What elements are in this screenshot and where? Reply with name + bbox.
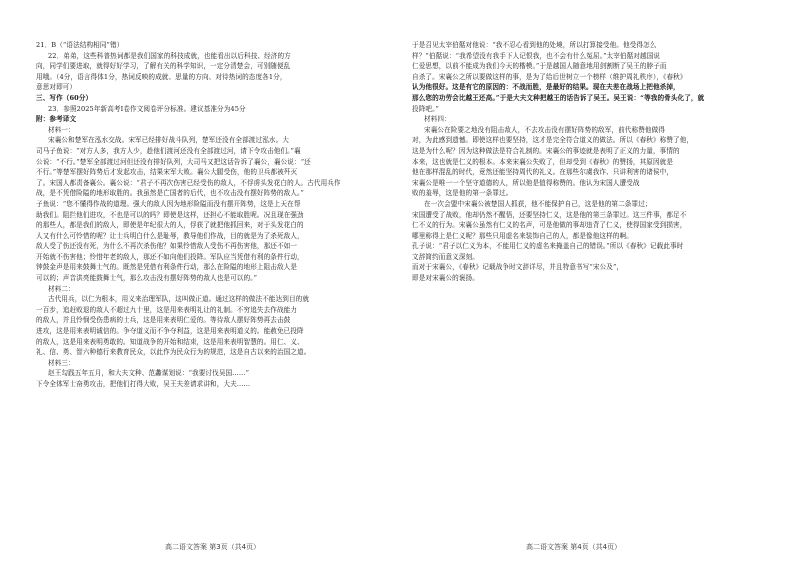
- text-line: 用哦。（4分，语言得体1分，热词反映的成就、思量的方向、对待热词的态度各1分，: [36, 72, 287, 81]
- text-line: 的敌人，并且怜悯受伤患病的士兵，这是用来表明仁爱的。等待敌人摆好阵势再去击鼓: [36, 316, 291, 325]
- text-line: 于是召见太宰伯嚭对他说：“我不忍心看到他的处境，所以打算接受他。他受得怎么: [412, 41, 657, 49]
- text-line: 文辞简约而意义深刻。: [412, 252, 479, 261]
- text-line: 投降吧。”: [412, 104, 439, 113]
- text-line: 礼、信、勇、智六种德行来教育民众，以此作为民众行为的规范，这是自古以来的治国之道。: [36, 348, 311, 357]
- text-line: 而对于宋襄公，《春秋》记载战争时文辞详尽，并且特意书写“宋公及”，: [412, 263, 624, 272]
- text-line: 仁爱思想，以前不能成为我们今天的楷模。”于是越国人随意地用剑割断了吴王的脖子而: [412, 62, 667, 71]
- text-line: 孔子说：“君子以仁义为本，不能用仁义的虚名来掩盖自己的错误。”所以《春秋》记载此事时: [412, 242, 684, 251]
- text-line: 本来，这也就是仁义的根本。本来宋襄公失败了，但却受到《春秋》的赞扬，其原因就是: [412, 157, 674, 166]
- text-line: 人又有什么可怜惜的呢？让士兵明白什么是耻辱，教导他们作战，目的就是为了杀死敌人，: [36, 231, 304, 240]
- text-line: 认为他很好。这是有它的原因的：不战而胜，是最好的结果。现在夫差在战场上把他杀掉，: [412, 83, 680, 92]
- text-line: 材料四：: [424, 115, 451, 124]
- text-line: 材料一：: [48, 125, 75, 134]
- text-line: 即是对宋襄公的褒扬。: [412, 274, 479, 283]
- text-line: 宋襄公是唯一一个坚守道德的人，所以他是值得称赞的。他认为宋国人遭受战: [412, 178, 640, 187]
- text-line: 自杀了。宋襄公之所以要做这样的事，是为了给后世树立一个榜样（维护周礼秩序），《春秋》: [412, 72, 687, 81]
- text-line: 这是为什么呢？因为这种做法是符合礼制的。宋襄公的事迹就是表明了正义的力量，事情的: [412, 146, 680, 155]
- left-page-footer: 高二语文答案 第3页（共4页）: [165, 543, 261, 551]
- text-line: 钟鼓金声是用来鼓舞士气的。既然是凭借有利条件行动，那么在险隘的地形上阻击敌人是: [36, 263, 298, 272]
- text-line: 宋襄公在险要之地没有阻击敌人，不去攻击没有摆好阵势的敌军，前代称赞他做得: [424, 125, 665, 134]
- text-line: 22．弟弟，这些科普热词都是我们国家的科技成就，也能看出以后科技、经济的方: [48, 51, 291, 60]
- text-line: 敌人受了伤还没有死，为什么不再次杀伤他？如果怜惜敌人受伤不再伤害他，那还不如一: [36, 242, 298, 251]
- text-line: 可以的；声音洪亮能鼓舞士气，那么攻击没有摆好阵势的敌人也是可以的。”: [36, 274, 258, 283]
- text-line: 对，为此感到遗憾。即使这样也要坚持，这才是完全符合道义的做法。所以《春秋》称赞了他，: [412, 136, 694, 145]
- left-page: [36, 40, 388, 552]
- text-line: 开始就不伤害他；怜惜年老的敌人，那还不如向他们投降。军队应当凭借有利的条件行动，: [36, 252, 304, 261]
- right-page-footer: 高二语文答案 第4页（共4页）: [526, 543, 622, 551]
- text-line: 在一次会盟中宋襄公被楚国人抓获，他不能保护自己，这是他的第二条罪过；: [424, 199, 652, 208]
- text-line: 的那些人，都是我们的敌人，即使是年纪很大的人，俘获了就把他抓回来，对于头发花白的: [36, 221, 304, 230]
- text-line: 一百步，追赶败退的敌人不超过九十里，这是用来表明礼让的礼制。不穷追失去作战能力: [36, 305, 298, 314]
- text-line: 子鱼说：“您不懂得作战的道理。强大的敌人因为地形险隘而没有摆开阵势，这是上天在帮: [36, 199, 301, 208]
- text-line: 宋国遭受了战败，他却仍然不醒悟，还要坚持仁义，这是他的第三条罪过。这三件事，都足不: [412, 210, 687, 219]
- text-line: 哪里称得上是仁义呢？那些只用虚名来装饰自己的人，都是像他这样的啊。: [412, 231, 633, 240]
- text-line: 司马子鱼说：“对方人多，我方人少，趁他们渡河还没有全部渡过河，请下令攻击他们。”襄: [36, 146, 301, 155]
- text-line: 意思对即可）: [36, 83, 77, 92]
- text-line: 助我们。阻拦他们进攻，不也是可以的吗？即使是这样，还担心不能取胜呢。况且现在强劲: [36, 210, 304, 219]
- text-line: 材料三：: [48, 358, 75, 367]
- text-line: 样？”伯嚭说：“我希望没有我手下人记恨我，也不会有什么冤屈。”太宰伯嚭对越国说: [412, 51, 661, 60]
- section-heading: 三、写作（60分）: [36, 93, 93, 102]
- text-line: 23．参照2025年新高考Ⅰ卷作文阅卷评分标准。建议基准分为45分: [48, 104, 246, 113]
- text-line: 战，是不凭借险隘的地形取胜的。我虽然是亡国者的后代，也不攻击没有摆好阵势的敌人。”: [36, 189, 304, 198]
- text-line: 下令全体军士奋勇攻击，把他们打得大败，吴王夫差请求讲和，大夫……: [36, 380, 251, 388]
- text-line: 公说：“不行。”楚军全部渡过河但还没有排好队列，大司马又把这话告诉了襄公，襄公说：“还: [36, 157, 311, 166]
- text-line: 向，同学们要进取，就得好好学习，了解有关的科学知识，一定分清楚会，可别随便乱: [36, 62, 291, 71]
- section-heading: 附：参考译文: [36, 115, 77, 124]
- text-line: 仁不义的行为。宋襄公虽然有仁义的名声，可是他做的事却违背了仁义，使得国家受到损害，: [412, 221, 687, 230]
- right-page: [412, 40, 764, 552]
- text-line: 进攻，这是用来表明诚信的。争夺道义而不争夺利益，这是用来表明道义的。能赦免已投降: [36, 327, 304, 336]
- text-line: 材料二：: [48, 284, 75, 293]
- text-line: 败的羞辱，这是他的第一条罪过。: [412, 189, 513, 198]
- text-line: 不行。”等楚军摆好阵势后才发起攻击，结果宋军大败。襄公大腿受伤，他的卫兵都被歼灭: [36, 168, 298, 177]
- text-line: 赵王勾践五年五月，和大夫文种、范蠡谋划说：“我要讨伐吴国……”: [48, 369, 250, 378]
- text-line: 21．B（“语法结构相同”错）: [36, 41, 124, 49]
- text-line: 宋襄公和楚军在泓水交战。宋军已经排好战斗队列，楚军还没有全部渡过泓水。大: [48, 136, 289, 145]
- text-line: 那么您的功劳会比越王还高。”于是大夫文种把越王的话告诉了吴王。吴王说：“等我的骨头化了，就: [412, 93, 705, 102]
- text-line: 的敌人，这是用来表明勇敢的。知道战争的开始和结束，这是用来表明智慧的。用仁、义、: [36, 337, 304, 346]
- text-line: 了。宋国人都责备襄公。襄公说：“君子不再次伤害已经受伤的敌人，不俘虏头发花白的人。古代用兵作: [36, 178, 341, 187]
- text-line: 他在那样混乱的时代，竟然还能坚持周代的礼义。在那些尔虞我诈、只讲利害的诸侯中，: [412, 168, 674, 177]
- text-line: 古代用兵，以仁为根本，用义来治理军队，这叫做正道。通过这样的做法不能达到目的就: [48, 295, 310, 304]
